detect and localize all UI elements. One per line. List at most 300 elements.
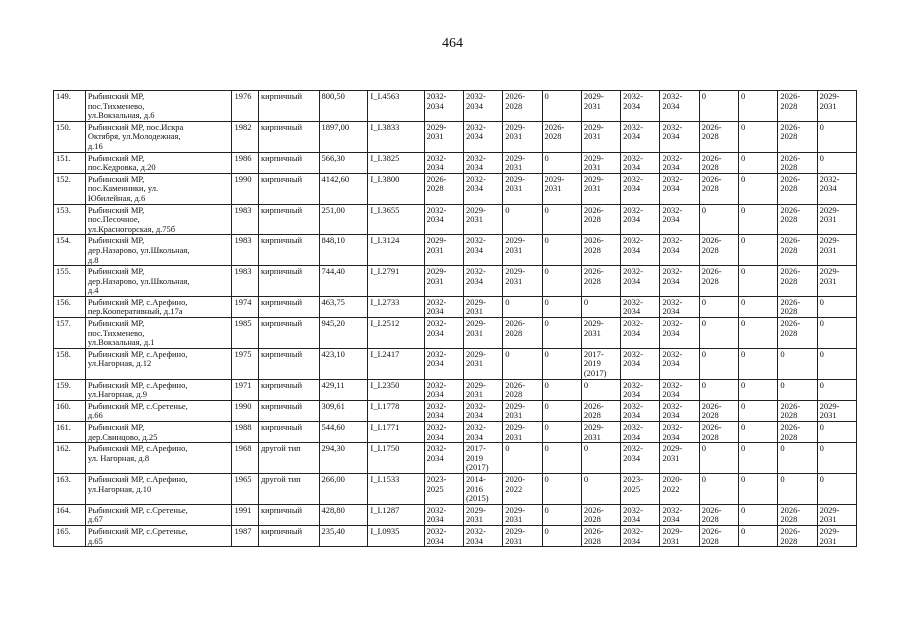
wall-material: кирпичный — [258, 173, 319, 204]
year-built: 1991 — [232, 504, 259, 525]
repair-period-cell: 2032- 2034 — [621, 121, 660, 152]
address: Рыбинский МР, дер.Свинцово, д.25 — [85, 422, 232, 443]
repair-period-cell: 0 — [581, 379, 620, 400]
repair-period-cell: 2029- 2031 — [817, 235, 856, 266]
wall-material: кирпичный — [258, 266, 319, 297]
repair-period-cell: 0 — [817, 473, 856, 504]
building-code: I_I.1287 — [368, 504, 424, 525]
table-row — [54, 152, 857, 173]
repair-period-cell: 0 — [739, 525, 778, 546]
repair-period-cell: 2032- 2034 — [621, 443, 660, 474]
address: Рыбинский МР, с.Сретенье, д.65 — [85, 525, 232, 546]
building-code: I_I.3833 — [368, 121, 424, 152]
repair-period-cell: 2026- 2028 — [778, 91, 817, 122]
repair-period-cell: 0 — [817, 296, 856, 317]
table-body — [54, 91, 857, 547]
repair-period-cell: 0 — [542, 91, 581, 122]
repair-period-cell: 2032- 2034 — [424, 296, 463, 317]
address: Рыбинский МР, дер.Назарово, ул.Школьная, д.8 — [85, 235, 232, 266]
registry-table — [53, 90, 857, 547]
area: 744,40 — [319, 266, 368, 297]
repair-period-cell: 2032- 2034 — [424, 348, 463, 379]
building-code: I_I.1750 — [368, 443, 424, 474]
year-built: 1990 — [232, 400, 259, 421]
wall-material: кирпичный — [258, 504, 319, 525]
year-built: 1983 — [232, 235, 259, 266]
table-row — [54, 348, 857, 379]
repair-period-cell: 2032- 2034 — [621, 235, 660, 266]
repair-period-cell: 2029- 2031 — [817, 204, 856, 235]
repair-period-cell: 2032- 2034 — [621, 400, 660, 421]
repair-period-cell: 2026- 2028 — [581, 400, 620, 421]
wall-material: кирпичный — [258, 422, 319, 443]
row-number: 164. — [54, 504, 86, 525]
repair-period-cell: 2032- 2034 — [660, 121, 699, 152]
repair-period-cell: 0 — [542, 473, 581, 504]
repair-period-cell: 0 — [542, 204, 581, 235]
repair-period-cell: 0 — [542, 400, 581, 421]
repair-period-cell: 0 — [699, 204, 738, 235]
wall-material: кирпичный — [258, 121, 319, 152]
repair-period-cell: 2032- 2034 — [817, 173, 856, 204]
repair-period-cell: 2032- 2034 — [660, 422, 699, 443]
repair-period-cell: 2029- 2031 — [424, 235, 463, 266]
area: 251,00 — [319, 204, 368, 235]
repair-period-cell: 0 — [542, 379, 581, 400]
repair-period-cell: 2029- 2031 — [463, 204, 502, 235]
wall-material: кирпичный — [258, 525, 319, 546]
repair-period-cell: 2029- 2031 — [581, 91, 620, 122]
repair-period-cell: 0 — [699, 91, 738, 122]
building-code: I_I.1533 — [368, 473, 424, 504]
repair-period-cell: 2026- 2028 — [699, 422, 738, 443]
repair-period-cell: 0 — [739, 318, 778, 349]
repair-period-cell: 2029- 2031 — [503, 121, 542, 152]
building-code: I_I.2417 — [368, 348, 424, 379]
building-code: I_I.2350 — [368, 379, 424, 400]
repair-period-cell: 2026- 2028 — [581, 266, 620, 297]
table-row — [54, 204, 857, 235]
repair-period-cell: 2026- 2028 — [778, 504, 817, 525]
repair-period-cell: 0 — [503, 348, 542, 379]
repair-period-cell: 0 — [542, 318, 581, 349]
repair-period-cell: 2029- 2031 — [660, 443, 699, 474]
row-number: 150. — [54, 121, 86, 152]
year-built: 1965 — [232, 473, 259, 504]
repair-period-cell: 2026- 2028 — [699, 152, 738, 173]
repair-period-cell: 2026- 2028 — [581, 204, 620, 235]
table-row — [54, 422, 857, 443]
row-number: 152. — [54, 173, 86, 204]
repair-period-cell: 2026- 2028 — [699, 266, 738, 297]
repair-period-cell: 2026- 2028 — [699, 400, 738, 421]
building-code: I_I.3825 — [368, 152, 424, 173]
repair-period-cell: 0 — [817, 152, 856, 173]
repair-period-cell: 2032- 2034 — [463, 422, 502, 443]
address: Рыбинский МР, с.Арефино, ул.Нагорная, д.9 — [85, 379, 232, 400]
area: 848,10 — [319, 235, 368, 266]
repair-period-cell: 0 — [542, 235, 581, 266]
row-number: 149. — [54, 91, 86, 122]
repair-period-cell: 0 — [739, 121, 778, 152]
row-number: 158. — [54, 348, 86, 379]
building-code: I_I.2791 — [368, 266, 424, 297]
repair-period-cell: 0 — [739, 266, 778, 297]
repair-period-cell: 0 — [699, 379, 738, 400]
table-row — [54, 379, 857, 400]
address: Рыбинский МР, с.Арефино, ул. Нагорная, д.8 — [85, 443, 232, 474]
repair-period-cell: 0 — [542, 296, 581, 317]
repair-period-cell: 2017- 2019 (2017) — [463, 443, 502, 474]
repair-period-cell: 2026- 2028 — [424, 173, 463, 204]
repair-period-cell: 2029- 2031 — [542, 173, 581, 204]
building-code: I_I.3800 — [368, 173, 424, 204]
repair-period-cell: 0 — [542, 443, 581, 474]
repair-period-cell: 2026- 2028 — [699, 504, 738, 525]
repair-period-cell: 0 — [739, 504, 778, 525]
row-number: 151. — [54, 152, 86, 173]
repair-period-cell: 2026- 2028 — [581, 525, 620, 546]
repair-period-cell: 2029- 2031 — [463, 348, 502, 379]
area: 428,80 — [319, 504, 368, 525]
wall-material: другой тип — [258, 473, 319, 504]
repair-period-cell: 2026- 2028 — [778, 152, 817, 173]
repair-period-cell: 2023- 2025 — [621, 473, 660, 504]
repair-period-cell: 2032- 2034 — [621, 379, 660, 400]
repair-period-cell: 0 — [817, 318, 856, 349]
repair-period-cell: 0 — [817, 348, 856, 379]
year-built: 1974 — [232, 296, 259, 317]
row-number: 156. — [54, 296, 86, 317]
repair-period-cell: 2026- 2028 — [581, 235, 620, 266]
repair-period-cell: 2032- 2034 — [424, 400, 463, 421]
address: Рыбинский МР, пос.Песочное, ул.Красногорская, д.75б — [85, 204, 232, 235]
repair-period-cell: 0 — [739, 443, 778, 474]
address: Рыбинский МР, дер.Назарово, ул.Школьная, д.4 — [85, 266, 232, 297]
address: Рыбинский МР, пос.Каменники, ул. Юбилейная, д.6 — [85, 173, 232, 204]
repair-period-cell: 2026- 2028 — [778, 525, 817, 546]
repair-period-cell: 2032- 2034 — [424, 318, 463, 349]
repair-period-cell: 2029- 2031 — [503, 504, 542, 525]
repair-period-cell: 2032- 2034 — [660, 235, 699, 266]
address: Рыбинский МР, с.Сретенье, д.67 — [85, 504, 232, 525]
address: Рыбинский МР, пос.Искра Октября, ул.Молодежная, д.16 — [85, 121, 232, 152]
repair-period-cell: 0 — [778, 348, 817, 379]
area: 945,20 — [319, 318, 368, 349]
repair-period-cell: 2026- 2028 — [778, 296, 817, 317]
area: 566,30 — [319, 152, 368, 173]
repair-period-cell: 2026- 2028 — [542, 121, 581, 152]
repair-period-cell: 2032- 2034 — [621, 318, 660, 349]
repair-period-cell: 2032- 2034 — [463, 525, 502, 546]
area: 423,10 — [319, 348, 368, 379]
wall-material: кирпичный — [258, 204, 319, 235]
repair-period-cell: 2032- 2034 — [660, 504, 699, 525]
repair-period-cell: 2032- 2034 — [463, 121, 502, 152]
year-built: 1985 — [232, 318, 259, 349]
row-number: 162. — [54, 443, 86, 474]
repair-period-cell: 0 — [817, 443, 856, 474]
repair-period-cell: 2014- 2016 (2015) — [463, 473, 502, 504]
repair-period-cell: 0 — [581, 473, 620, 504]
repair-period-cell: 2026- 2028 — [778, 235, 817, 266]
building-code: I_I.1771 — [368, 422, 424, 443]
repair-period-cell: 0 — [817, 422, 856, 443]
repair-period-cell: 2029- 2031 — [817, 91, 856, 122]
repair-period-cell: 2029- 2031 — [503, 173, 542, 204]
row-number: 165. — [54, 525, 86, 546]
repair-period-cell: 2026- 2028 — [503, 379, 542, 400]
repair-period-cell: 2032- 2034 — [660, 348, 699, 379]
repair-period-cell: 0 — [699, 318, 738, 349]
repair-period-cell: 2032- 2034 — [660, 379, 699, 400]
address: Рыбинский МР, с.Арефино, ул.Нагорная, д.10 — [85, 473, 232, 504]
area: 235,40 — [319, 525, 368, 546]
repair-period-cell: 2032- 2034 — [424, 525, 463, 546]
repair-period-cell: 2029- 2031 — [463, 379, 502, 400]
repair-period-cell: 2029- 2031 — [503, 400, 542, 421]
repair-period-cell: 0 — [581, 443, 620, 474]
repair-period-cell: 2029- 2031 — [660, 525, 699, 546]
area: 429,11 — [319, 379, 368, 400]
repair-period-cell: 2026- 2028 — [778, 173, 817, 204]
address: Рыбинский МР, пос.Тихменево, ул.Вокзальная, д.1 — [85, 318, 232, 349]
repair-period-cell: 0 — [699, 473, 738, 504]
table-row — [54, 504, 857, 525]
building-code: I_I.3124 — [368, 235, 424, 266]
repair-period-cell: 2029- 2031 — [503, 266, 542, 297]
repair-period-cell: 0 — [778, 473, 817, 504]
year-built: 1990 — [232, 173, 259, 204]
area: 463,75 — [319, 296, 368, 317]
repair-period-cell: 2026- 2028 — [778, 266, 817, 297]
repair-period-cell: 2026- 2028 — [778, 422, 817, 443]
repair-period-cell: 2032- 2034 — [621, 504, 660, 525]
repair-period-cell: 2029- 2031 — [503, 422, 542, 443]
row-number: 163. — [54, 473, 86, 504]
repair-period-cell: 2029- 2031 — [503, 235, 542, 266]
repair-period-cell: 2020- 2022 — [660, 473, 699, 504]
repair-period-cell: 2032- 2034 — [424, 504, 463, 525]
repair-period-cell: 2029- 2031 — [424, 266, 463, 297]
repair-period-cell: 0 — [739, 379, 778, 400]
repair-period-cell: 0 — [503, 443, 542, 474]
repair-period-cell: 2032- 2034 — [424, 204, 463, 235]
table-row — [54, 400, 857, 421]
repair-period-cell: 2029- 2031 — [424, 121, 463, 152]
repair-period-cell: 0 — [817, 379, 856, 400]
repair-period-cell: 2029- 2031 — [463, 504, 502, 525]
repair-period-cell: 2032- 2034 — [660, 296, 699, 317]
repair-period-cell: 2032- 2034 — [424, 152, 463, 173]
repair-period-cell: 0 — [503, 296, 542, 317]
year-built: 1971 — [232, 379, 259, 400]
area: 309,61 — [319, 400, 368, 421]
repair-period-cell: 2026- 2028 — [778, 318, 817, 349]
table-row — [54, 473, 857, 504]
repair-period-cell: 2026- 2028 — [778, 204, 817, 235]
repair-period-cell: 2032- 2034 — [660, 318, 699, 349]
repair-period-cell: 2026- 2028 — [778, 121, 817, 152]
repair-period-cell: 0 — [503, 204, 542, 235]
year-built: 1987 — [232, 525, 259, 546]
repair-period-cell: 2026- 2028 — [699, 173, 738, 204]
row-number: 161. — [54, 422, 86, 443]
row-number: 159. — [54, 379, 86, 400]
repair-period-cell: 2032- 2034 — [621, 525, 660, 546]
repair-period-cell: 2032- 2034 — [463, 173, 502, 204]
year-built: 1968 — [232, 443, 259, 474]
repair-period-cell: 2032- 2034 — [660, 400, 699, 421]
repair-period-cell: 2029- 2031 — [463, 318, 502, 349]
area: 800,50 — [319, 91, 368, 122]
repair-period-cell: 2026- 2028 — [503, 318, 542, 349]
area: 544,60 — [319, 422, 368, 443]
year-built: 1983 — [232, 204, 259, 235]
repair-period-cell: 0 — [581, 296, 620, 317]
repair-period-cell: 2029- 2031 — [817, 266, 856, 297]
repair-period-cell: 2032- 2034 — [621, 91, 660, 122]
repair-period-cell: 2032- 2034 — [660, 266, 699, 297]
repair-period-cell: 2032- 2034 — [463, 91, 502, 122]
repair-period-cell: 0 — [739, 152, 778, 173]
year-built: 1976 — [232, 91, 259, 122]
building-code: I_I.4563 — [368, 91, 424, 122]
table-row — [54, 443, 857, 474]
repair-period-cell: 0 — [778, 379, 817, 400]
repair-period-cell: 2032- 2034 — [424, 91, 463, 122]
building-code: I_I.2512 — [368, 318, 424, 349]
repair-period-cell: 2029- 2031 — [581, 318, 620, 349]
repair-period-cell: 2032- 2034 — [424, 422, 463, 443]
building-code: I_I.2733 — [368, 296, 424, 317]
wall-material: кирпичный — [258, 235, 319, 266]
table-row — [54, 525, 857, 546]
area: 294,30 — [319, 443, 368, 474]
wall-material: кирпичный — [258, 91, 319, 122]
repair-period-cell: 2032- 2034 — [463, 266, 502, 297]
repair-period-cell: 0 — [699, 348, 738, 379]
table-row — [54, 318, 857, 349]
table-row — [54, 121, 857, 152]
address: Рыбинский МР, с.Арефино, пер.Кооперативный, д.17а — [85, 296, 232, 317]
repair-period-cell: 0 — [739, 235, 778, 266]
repair-period-cell: 2017- 2019 (2017) — [581, 348, 620, 379]
wall-material: кирпичный — [258, 318, 319, 349]
repair-period-cell: 2026- 2028 — [778, 400, 817, 421]
repair-period-cell: 2026- 2028 — [503, 91, 542, 122]
area: 4142,60 — [319, 173, 368, 204]
repair-period-cell: 2023- 2025 — [424, 473, 463, 504]
repair-period-cell: 2032- 2034 — [660, 91, 699, 122]
repair-period-cell: 0 — [542, 422, 581, 443]
repair-period-cell: 0 — [739, 422, 778, 443]
repair-period-cell: 2032- 2034 — [424, 443, 463, 474]
wall-material: кирпичный — [258, 152, 319, 173]
repair-period-cell: 0 — [542, 504, 581, 525]
repair-period-cell: 2029- 2031 — [581, 152, 620, 173]
wall-material: кирпичный — [258, 400, 319, 421]
repair-period-cell: 2032- 2034 — [621, 296, 660, 317]
address: Рыбинский МР, пос.Тихменево, ул.Вокзальная, д.6 — [85, 91, 232, 122]
address: Рыбинский МР, с.Сретенье, д.66 — [85, 400, 232, 421]
repair-period-cell: 2032- 2034 — [621, 348, 660, 379]
repair-period-cell: 2029- 2031 — [581, 422, 620, 443]
repair-period-cell: 2032- 2034 — [621, 173, 660, 204]
table-row — [54, 173, 857, 204]
table-row — [54, 266, 857, 297]
repair-period-cell: 0 — [739, 204, 778, 235]
table-row — [54, 296, 857, 317]
row-number: 153. — [54, 204, 86, 235]
repair-period-cell: 2029- 2031 — [463, 296, 502, 317]
repair-period-cell: 2026- 2028 — [699, 525, 738, 546]
repair-period-cell: 2032- 2034 — [621, 204, 660, 235]
wall-material: кирпичный — [258, 379, 319, 400]
repair-period-cell: 0 — [739, 91, 778, 122]
repair-period-cell: 2032- 2034 — [424, 379, 463, 400]
repair-period-cell: 0 — [542, 525, 581, 546]
repair-period-cell: 2032- 2034 — [660, 204, 699, 235]
repair-period-cell: 0 — [699, 443, 738, 474]
repair-period-cell: 2026- 2028 — [699, 235, 738, 266]
repair-period-cell: 2032- 2034 — [660, 173, 699, 204]
row-number: 160. — [54, 400, 86, 421]
repair-period-cell: 0 — [739, 296, 778, 317]
repair-period-cell: 2029- 2031 — [817, 400, 856, 421]
repair-period-cell: 2029- 2031 — [817, 504, 856, 525]
page-number: 464 — [442, 36, 463, 51]
address: Рыбинский МР, пос.Кедровка, д.20 — [85, 152, 232, 173]
repair-period-cell: 2029- 2031 — [581, 173, 620, 204]
repair-period-cell: 0 — [542, 348, 581, 379]
repair-period-cell: 0 — [699, 296, 738, 317]
building-code: I_I.1778 — [368, 400, 424, 421]
repair-period-cell: 2029- 2031 — [581, 121, 620, 152]
row-number: 157. — [54, 318, 86, 349]
repair-period-cell: 2032- 2034 — [621, 266, 660, 297]
area: 1897,00 — [319, 121, 368, 152]
address: Рыбинский МР, с.Арефино, ул.Нагорная, д.12 — [85, 348, 232, 379]
year-built: 1986 — [232, 152, 259, 173]
area: 266,00 — [319, 473, 368, 504]
building-code: I_I.3655 — [368, 204, 424, 235]
year-built: 1983 — [232, 266, 259, 297]
table-row — [54, 235, 857, 266]
repair-period-cell: 2032- 2034 — [463, 400, 502, 421]
wall-material: кирпичный — [258, 296, 319, 317]
repair-period-cell: 2029- 2031 — [503, 525, 542, 546]
repair-period-cell: 0 — [542, 152, 581, 173]
repair-period-cell: 2032- 2034 — [660, 152, 699, 173]
wall-material: кирпичный — [258, 348, 319, 379]
repair-period-cell: 0 — [739, 400, 778, 421]
repair-period-cell: 0 — [739, 348, 778, 379]
repair-period-cell: 0 — [542, 266, 581, 297]
repair-period-cell: 2032- 2034 — [621, 152, 660, 173]
table-row — [54, 91, 857, 122]
row-number: 155. — [54, 266, 86, 297]
year-built: 1982 — [232, 121, 259, 152]
repair-period-cell: 2032- 2034 — [463, 152, 502, 173]
repair-period-cell: 2020- 2022 — [503, 473, 542, 504]
repair-period-cell: 0 — [778, 443, 817, 474]
year-built: 1975 — [232, 348, 259, 379]
repair-period-cell: 2029- 2031 — [817, 525, 856, 546]
row-number: 154. — [54, 235, 86, 266]
wall-material: другой тип — [258, 443, 319, 474]
repair-period-cell: 2029- 2031 — [503, 152, 542, 173]
